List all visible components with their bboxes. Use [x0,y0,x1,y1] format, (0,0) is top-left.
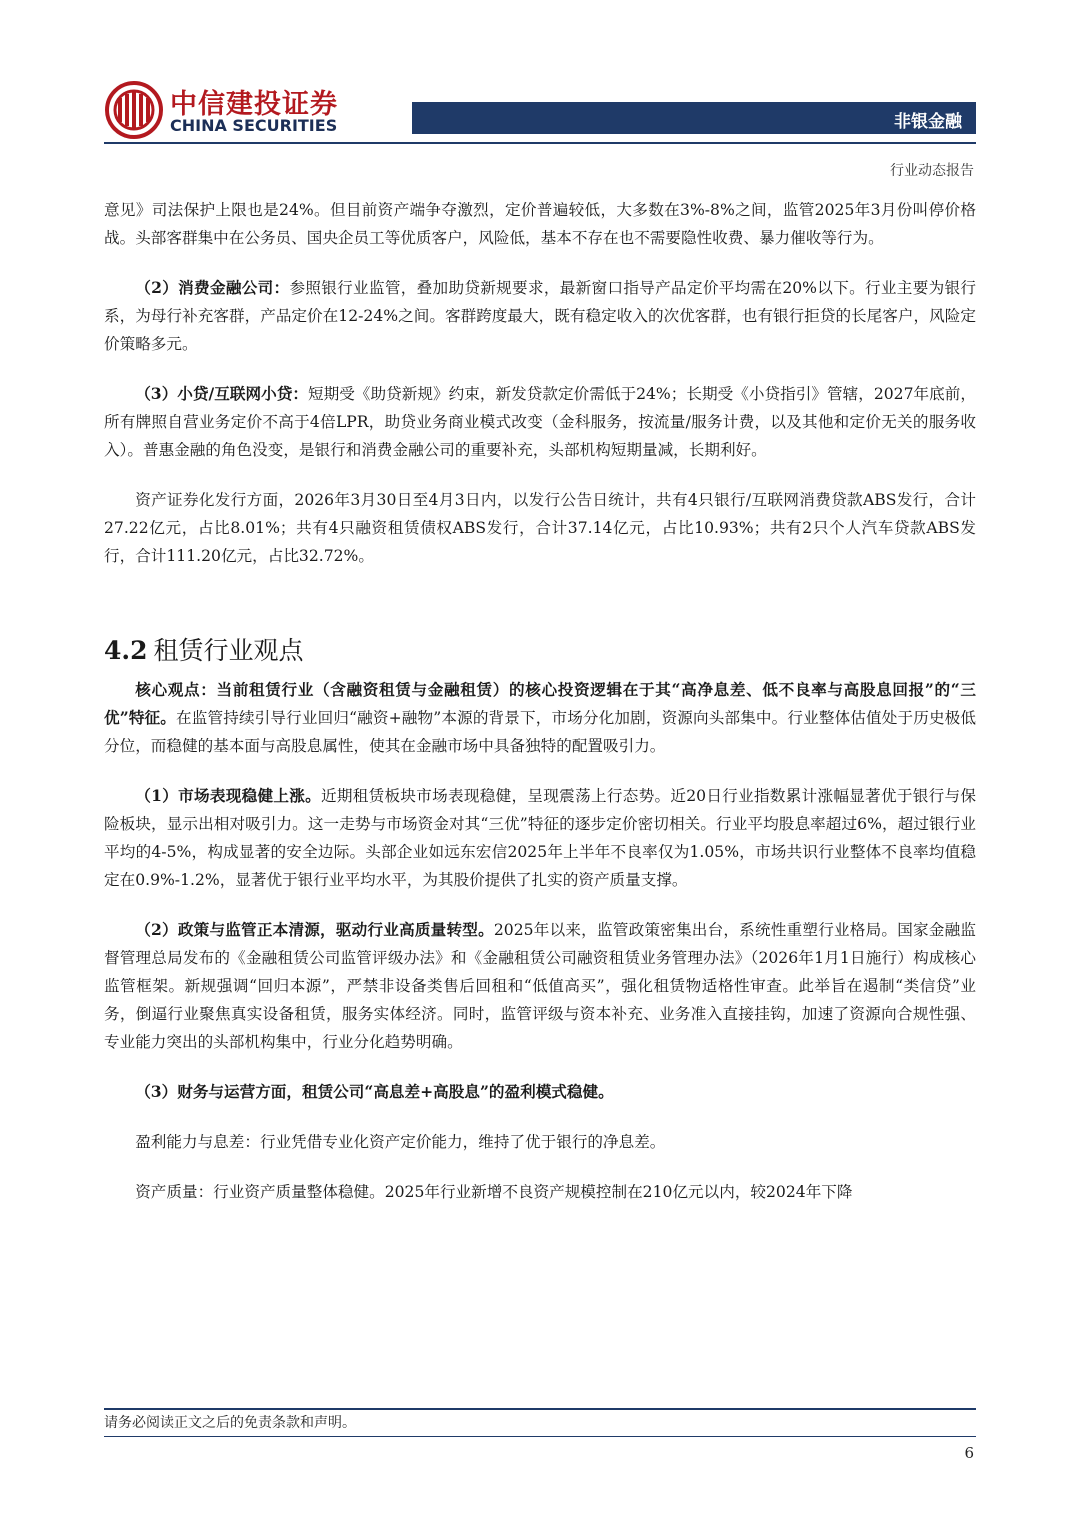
paragraph-financials [104,1078,976,1106]
china-securities-logo-icon [104,80,164,140]
paragraph-abs: 资产证券化发行方面，2026年3月30日至4月3日内，以发行公告日统计，共有4只银行/互联网消费贷款ABS发行，合计27.22亿元，占比8.01%；共有4只融资租赁债权ABS发行，合计37.14亿元，占比10.93%；共有2只个人汽车贷款ABS发行，合计111.20亿元，占比32.72%。 [104,491,976,565]
paragraph-text: 参照银行业监管，叠加助贷新规要求，最新窗口指导产品定价平均需在20%以下。行业主要为银行系，为母行补充客群，产品定价在12-24%之间。客群跨度最大，既有稳定收入的次优客群，也有银行拒贷的长尾客户，风险定价策略多元。 [104,279,976,353]
paragraph-lead: （3）小贷/互联网小贷： [135,384,309,403]
paragraph-lead: （2）消费金融公司： [135,278,290,297]
paragraph-lead: （3）财务与运营方面，租赁公司“高息差+高股息”的盈利模式稳健。 [135,1082,614,1101]
paragraph-microloan [104,380,976,464]
section-title: 租赁行业观点 [153,636,304,665]
paragraph-profitability: 盈利能力与息差：行业凭借专业化资产定价能力，维持了优于银行的净息差。 [135,1133,666,1151]
page-number: 6 [964,1444,974,1462]
paragraph-lead: （1）市场表现稳健上涨。 [135,786,321,805]
paragraph-consumer-finance [104,274,976,358]
paragraph-text: 在监管持续引导行业回归“融资+融物”本源的背景下，市场分化加剧，资源向头部集中。行业整体估值处于历史极低分位，而稳健的基本面与高股息属性，使其在金融市场中具备独特的配置吸引力。 [104,709,976,755]
brand-name-cn: 中信建投证券 [170,89,338,120]
report-body [104,196,976,1206]
section-heading [104,634,976,668]
header-divider [104,142,976,144]
footer-divider-thin [104,1436,976,1437]
paragraph-market [104,782,976,894]
paragraph-lead: 核心观点：当前租赁行业（含融资租赁与金融租赁）的核心投资逻辑在于其“高净息差、低不良率与高股息回报”的“三优”特征。 [104,680,976,727]
paragraph-text: 近期租赁板块市场表现稳健，呈现震荡上行态势。近20日行业指数累计涨幅显著优于银行与保险板块，显示出相对吸引力。这一走势与市场资金对其“三优”特征的逐步定价密切相关。行业平均股息率超过6%，超过银行业平均的4-5%，构成显著的安全边际。头部企业如远东宏信2025年上半年不良率仅为1.05%，市场共识行业整体不良率均值稳定在0.9%-1.2%，显著优于银行业平均水平，为其股价提供了扎实的资产质量支撑。 [104,787,976,889]
paragraph-lead: （2）政策与监管正本清源，驱动行业高质量转型。 [135,920,494,939]
paragraph-text: 短期受《助贷新规》约束，新发贷款定价需低于24%；长期受《小贷指引》管辖，2027年底前，所有牌照自营业务定价不高于4倍LPR，助贷业务商业模式改变（金科服务，按流量/服务计费，以及其他和定价无关的服务收入）。普惠金融的角色没变，是银行和消费金融公司的重要补充，头部机构短期量减，长期利好。 [104,385,976,459]
paragraph-core-view [104,676,976,760]
disclaimer-note: 请务必阅读正文之后的免责条款和声明。 [104,1415,356,1431]
report-type: 行业动态报告 [890,163,974,179]
section-number: 4.2 [104,636,148,665]
paragraph-text: 2025年以来，监管政策密集出台，系统性重塑行业格局。国家金融监督管理总局发布的《金融租赁公司监管评级办法》和《金融租赁公司融资租赁业务管理办法》（2026年1月1日施行）构成核心监管框架。新规强调“回归本源”，严禁非设备类售后回租和“低值高买”，强化租赁物适格性审查。此举旨在遏制“类信贷”业务，倒逼行业聚焦真实设备租赁，服务实体经济。同时，监管评级与资本补充、业务准入直接挂钩，加速了资源向合规性强、专业能力突出的头部机构集中，行业分化趋势明确。 [104,921,976,1051]
paragraph-policy [104,916,976,1056]
paragraph-asset-quality: 资产质量：行业资产质量整体稳健。2025年行业新增不良资产规模控制在210亿元以内，较2024年下降 [135,1183,853,1201]
sector-banner [412,102,976,134]
brand-name-en: CHINA SECURITIES [170,116,338,135]
sector-label: 非银金融 [894,112,962,132]
footer-divider [104,1408,976,1410]
paragraph: 意见》司法保护上限也是24%。但目前资产端争夺激烈，定价普遍较低，大多数在3%-8%之间，监管2025年3月份叫停价格战。头部客群集中在公务员、国央企员工等优质客户，风险低，基本不存在也不需要隐性收费、暴力催收等行为。 [104,201,976,247]
company-logo [104,80,354,144]
